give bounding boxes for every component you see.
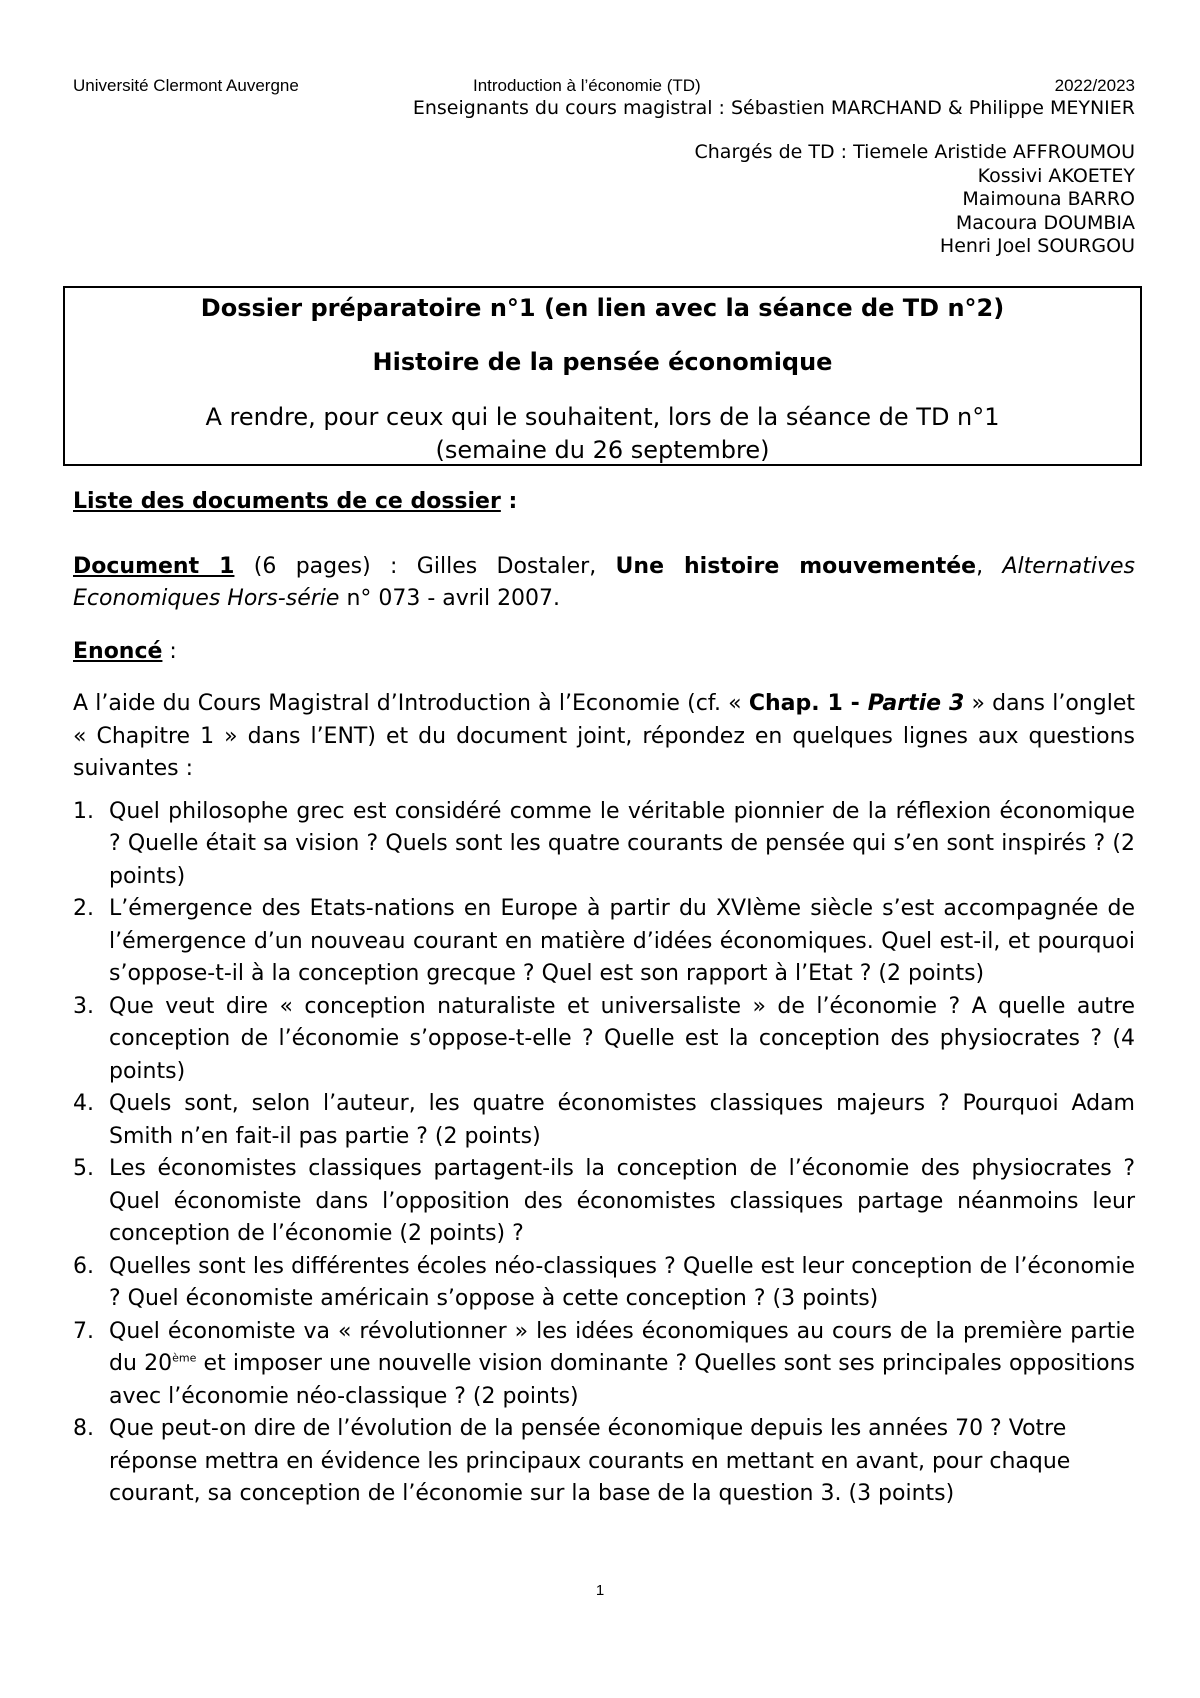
question-text-a: Quel économiste va « révolutionner » les idées économiques au cours de la première partie du 20 — [109, 1318, 1135, 1376]
submission-note-line2: (semaine du 26 septembre) — [435, 436, 770, 464]
enonce-heading-text: Enoncé — [73, 638, 163, 664]
document-title: Une histoire mouvementée — [615, 553, 977, 579]
question-number: 1. — [73, 798, 94, 824]
lecturers-line: Enseignants du cours magistral : Sébastien MARCHAND & Philippe MEYNIER — [412, 97, 1135, 119]
question-text: Quelles sont les différentes écoles néo-classiques ? Quelle est leur conception de l’économie ? Quel économiste américain s’oppose à cette conception ? (3 points) — [109, 1253, 1135, 1311]
question-number: 8. — [73, 1416, 94, 1441]
td-staff-name: Kossivi AKOETEY — [977, 164, 1135, 187]
td-staff-name: Henri Joel SOURGOU — [939, 235, 1135, 257]
document-sep: , — [976, 553, 1003, 579]
enonce-heading-colon: : — [162, 638, 177, 664]
submission-note-line1: A rendre, pour ceux qui le souhaitent, lors de la séance de TD n°1 — [205, 403, 1000, 431]
enonce-intro-a: A l’aide du Cours Magistral d’Introduction à l’Economie (cf. « — [73, 691, 749, 716]
question-text: Que veut dire « conception naturaliste et universaliste » de l’économie ? A quelle autre conception de l’économie s’oppose-t-elle ? Quelle est la conception des physiocrates ? (4 points) — [109, 993, 1135, 1084]
document-issue: n° 073 - avril 2007. — [339, 586, 561, 611]
question-item — [73, 1088, 1135, 1153]
question-item — [73, 1251, 1135, 1316]
document-journal: Alternatives Economiques Hors-série — [73, 553, 1135, 611]
question-text: Quels sont, selon l’auteur, les quatre économistes classiques majeurs ? Pourquoi Adam Smith n’en fait-il pas partie ? (2 points) — [109, 1091, 1135, 1149]
dossier-title: Dossier préparatoire n°1 (en lien avec la séance de TD n°2) — [200, 294, 1005, 322]
td-staff-list — [695, 141, 1136, 259]
question-text-b: et imposer une nouvelle vision dominante ? Quelles sont ses principales oppositions avec l’économie néo-classique ? (2 points) — [109, 1351, 1135, 1409]
documents-heading-text: Liste des documents de ce dossier — [73, 489, 501, 514]
enonce-intro-chap: Chap. 1 - — [748, 691, 868, 716]
document-label: Document 1 — [73, 553, 235, 579]
question-item — [73, 1153, 1135, 1251]
question-text: Les économistes classiques partagent-ils la conception de l’économie des physiocrates ? Quel économiste dans l’opposition des économistes classiques partage néanmoins leur conception de l’économie (2 points) ? — [109, 1156, 1135, 1246]
documents-heading-colon: : — [500, 489, 518, 514]
course-name: Introduction à l’économie (TD) — [473, 76, 701, 95]
question-item — [73, 1316, 1135, 1414]
questions-list — [73, 796, 1135, 1511]
enonce-intro-b: » dans l’onglet « Chapitre 1 » dans l’ENT) et du document joint, répondez en quelques lignes aux questions suivantes : — [73, 691, 1135, 781]
running-header — [73, 76, 1135, 98]
enonce-heading — [73, 636, 1135, 669]
question-number: 5. — [73, 1156, 94, 1181]
question-item — [73, 796, 1135, 894]
submission-note — [65, 401, 1140, 467]
question-text: L’émergence des Etats-nations en Europe à partir du XVIème siècle s’est accompagnée de l’émergence d’un nouveau courant en matière d’idées économiques. Quel est-il, et pourquoi s’oppose-t-il à la conception grecque ? Quel est son rapport à l’Etat ? (2 points) — [109, 896, 1135, 986]
question-number: 6. — [73, 1253, 94, 1279]
page-number: 1 — [595, 1582, 605, 1599]
enonce-intro — [73, 688, 1135, 786]
td-staff-name: Macoura DOUMBIA — [955, 211, 1135, 234]
question-item — [73, 1413, 1135, 1511]
question-text: Que peut-on dire de l’évolution de la pensée économique depuis les années 70 ? Votre réponse mettra en évidence les principaux courants en mettant en avant, pour chaque courant, sa conception de l’économie sur la base de la question 3. (3 points) — [109, 1416, 1071, 1506]
question-item — [73, 991, 1135, 1089]
question-number: 4. — [73, 1091, 94, 1116]
title-box — [63, 286, 1142, 466]
question-text: Quel philosophe grec est considéré comme le véritable pionnier de la réflexion économique ? Quelle était sa vision ? Quels sont les quatre courants de pensée qui s’en sont inspirés ? (2 points) — [109, 798, 1135, 889]
question-number: 2. — [73, 896, 94, 921]
question-number: 7. — [73, 1318, 94, 1344]
academic-year: 2022/2023 — [1054, 76, 1135, 95]
enonce-intro-partie: Partie 3 — [867, 691, 965, 716]
document-pages: (6 pages) : Gilles Dostaler, — [234, 553, 616, 579]
dossier-subtitle: Histoire de la pensée économique — [372, 348, 833, 376]
question-superscript: ème — [172, 1351, 197, 1365]
documents-heading — [73, 486, 1135, 519]
university-name: Université Clermont Auvergne — [73, 76, 299, 95]
question-number: 3. — [73, 993, 94, 1019]
question-item — [73, 893, 1135, 991]
td-staff-name: Maimouna BARRO — [962, 188, 1135, 210]
document-body — [73, 486, 1135, 1511]
td-staff-label: Chargés de TD : Tiemele Aristide AFFROUMOU — [694, 141, 1135, 163]
document-entry — [73, 551, 1135, 616]
